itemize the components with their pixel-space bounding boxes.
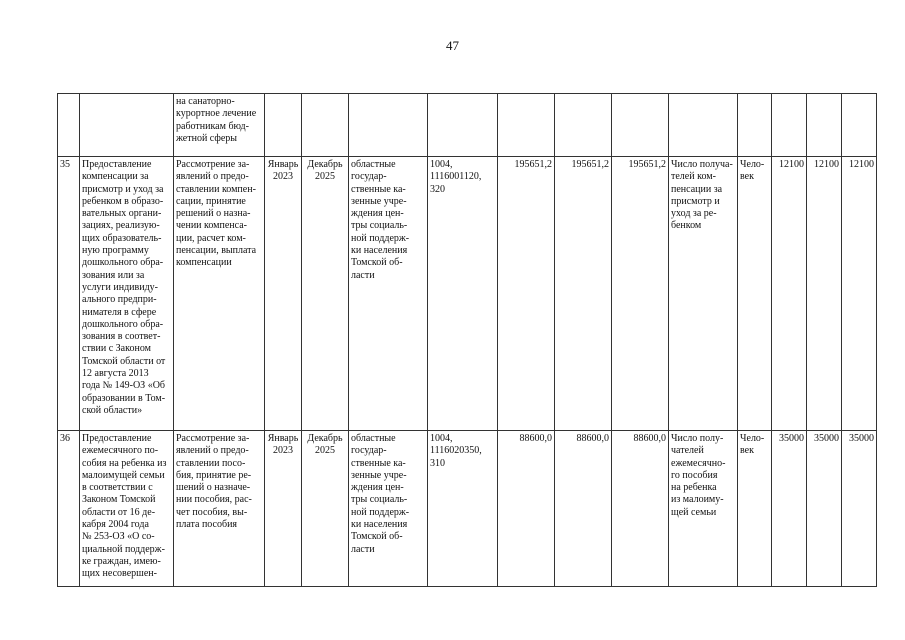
cell-sum-1: 195651,2 xyxy=(498,157,555,431)
cell-num xyxy=(58,94,80,157)
cell-sum-1 xyxy=(498,94,555,157)
cell-value-2: 12100 xyxy=(807,157,842,431)
cell-value-3: 35000 xyxy=(842,431,877,587)
cell-sum-1: 88600,0 xyxy=(498,431,555,587)
cell-value-3 xyxy=(842,94,877,157)
cell-value-1: 35000 xyxy=(772,431,807,587)
cell-executor xyxy=(349,94,428,157)
cell-start: Январь 2023 xyxy=(265,431,302,587)
cell-code: 1004, 1116020350, 310 xyxy=(428,431,498,587)
cell-start: Январь 2023 xyxy=(265,157,302,431)
cell-name: Предоставление компенсации за присмотр и уход за ребенком в образо- вательных органи- зациях, реализую- щих образователь- ную программу дошкольного обра- зования или за услуги индивиду- ального предпри- нимателя в сфере дошкольного обра- зования в соответ- ствии с Законом Томской области от 12 августа 2013 года № 149-ОЗ «Об образовании в Том- ской области» xyxy=(80,157,174,431)
cell-executor: областные государ- ственные ка- зенные учре- ждения цен- тры социаль- ной поддерж- ки населения Томской об- ласти xyxy=(349,431,428,587)
cell-end: Декабрь 2025 xyxy=(302,157,349,431)
cell-content: Рассмотрение за- явлений о предо- ставлении компен- сации, принятие решений о назна- чении компенса- ции, расчет ком- пенсации, выплата компенсации xyxy=(174,157,265,431)
cell-executor: областные государ- ственные ка- зенные учре- ждения цен- тры социаль- ной поддерж- ки населения Томской об- ласти xyxy=(349,157,428,431)
cell-indicator xyxy=(669,94,738,157)
cell-value-1: 12100 xyxy=(772,157,807,431)
cell-unit xyxy=(738,94,772,157)
cell-sum-2 xyxy=(555,94,612,157)
cell-value-3: 12100 xyxy=(842,157,877,431)
cell-value-1 xyxy=(772,94,807,157)
cell-value-2 xyxy=(807,94,842,157)
page-number: 47 xyxy=(446,38,459,53)
cell-code xyxy=(428,94,498,157)
cell-name xyxy=(80,94,174,157)
cell-name: Предоставление ежемесячного по- собия на ребенка из малоимущей семьи в соответствии с Законом Томской области от 16 де- кабря 2004 года № 253-ОЗ «О со- циальной поддерж- ке граждан, имею- щих несовершен- xyxy=(80,431,174,587)
cell-content: Рассмотрение за- явлений о предо- ставлении посо- бия, принятие ре- шений о назначе- нии пособия, рас- чет пособия, вы- плата пособия xyxy=(174,431,265,587)
cell-num: 35 xyxy=(58,157,80,431)
cell-unit: Чело- век xyxy=(738,431,772,587)
cell-sum-2: 88600,0 xyxy=(555,431,612,587)
document-table xyxy=(57,93,877,587)
cell-content: на санаторно- курортное лечение работникам бюд- жетной сферы xyxy=(174,94,265,157)
cell-num: 36 xyxy=(58,431,80,587)
table-row-continuation xyxy=(58,94,877,157)
cell-end xyxy=(302,94,349,157)
cell-value-2: 35000 xyxy=(807,431,842,587)
cell-unit: Чело- век xyxy=(738,157,772,431)
cell-indicator: Число полу- чателей ежемесячно- го пособия на ребенка из малоиму- щей семьи xyxy=(669,431,738,587)
table-row xyxy=(58,431,877,587)
cell-code: 1004, 1116001120, 320 xyxy=(428,157,498,431)
cell-sum-3 xyxy=(612,94,669,157)
cell-end: Декабрь 2025 xyxy=(302,431,349,587)
cell-sum-3: 195651,2 xyxy=(612,157,669,431)
cell-sum-3: 88600,0 xyxy=(612,431,669,587)
cell-sum-2: 195651,2 xyxy=(555,157,612,431)
cell-indicator: Число получа- телей ком- пенсации за присмотр и уход за ре- бенком xyxy=(669,157,738,431)
cell-start xyxy=(265,94,302,157)
table-row xyxy=(58,157,877,431)
